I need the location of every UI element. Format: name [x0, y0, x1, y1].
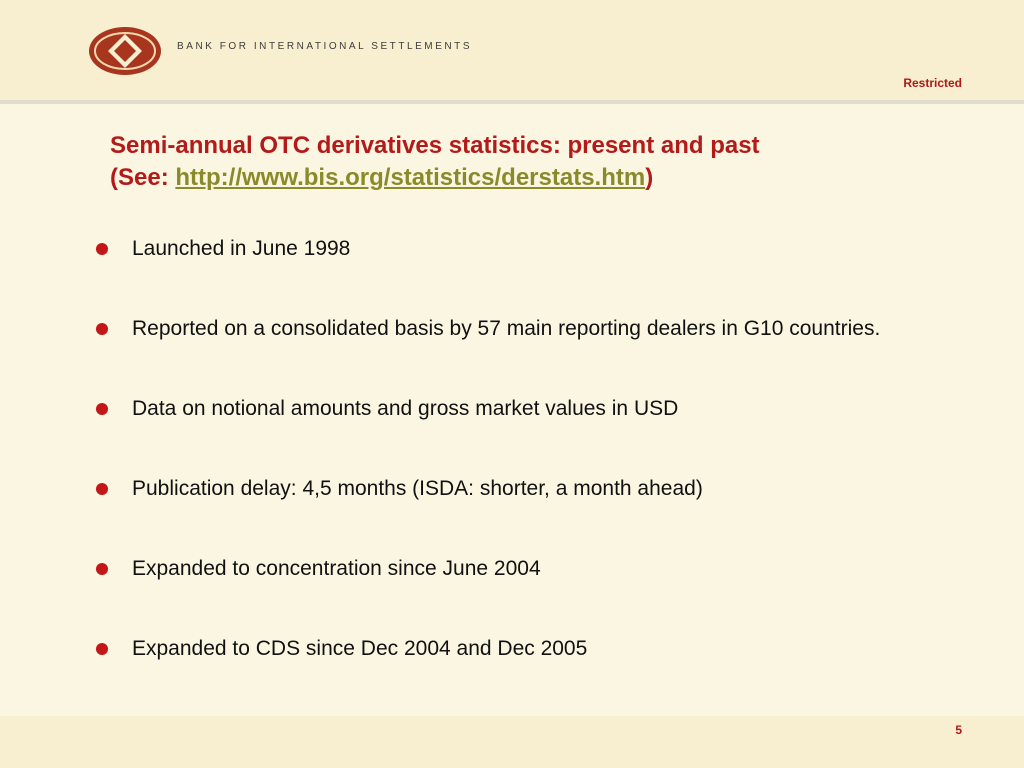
- bullet-text: Expanded to CDS since Dec 2004 and Dec 2005: [132, 637, 588, 660]
- bullet-icon: [96, 403, 108, 415]
- bullet-text: Expanded to concentration since June 2004: [132, 557, 541, 580]
- bullet-text: Launched in June 1998: [132, 237, 351, 260]
- list-item: [96, 232, 976, 266]
- page-number: 5: [955, 723, 962, 737]
- list-item: [96, 392, 976, 426]
- bullet-list: [96, 232, 976, 712]
- footer-band: [0, 716, 1024, 768]
- bullet-icon: [96, 643, 108, 655]
- organization-name: BANK FOR INTERNATIONAL SETTLEMENTS: [177, 41, 473, 52]
- title-line-1: Semi-annual OTC derivatives statistics: present and past: [110, 132, 760, 159]
- bullet-text: Reported on a consolidated basis by 57 main reporting dealers in G10 countries.: [132, 317, 881, 340]
- bullet-icon: [96, 483, 108, 495]
- title-see-prefix: (See:: [110, 164, 176, 191]
- bullet-icon: [96, 243, 108, 255]
- bullet-icon: [96, 563, 108, 575]
- title-see-suffix: ): [645, 164, 654, 191]
- list-item: [96, 552, 976, 586]
- slide-title: [110, 130, 990, 194]
- bullet-icon: [96, 323, 108, 335]
- list-item: [96, 472, 976, 506]
- derstats-link[interactable]: http://www.bis.org/statistics/derstats.htm: [175, 164, 646, 191]
- bis-logo-icon: [88, 26, 162, 76]
- list-item: [96, 632, 976, 666]
- list-item: [96, 312, 976, 346]
- bullet-text: Publication delay: 4,5 months (ISDA: shorter, a month ahead): [132, 477, 703, 500]
- bullet-text: Data on notional amounts and gross market values in USD: [132, 397, 679, 420]
- classification-label: Restricted: [903, 76, 962, 90]
- title-line-2: [110, 162, 990, 194]
